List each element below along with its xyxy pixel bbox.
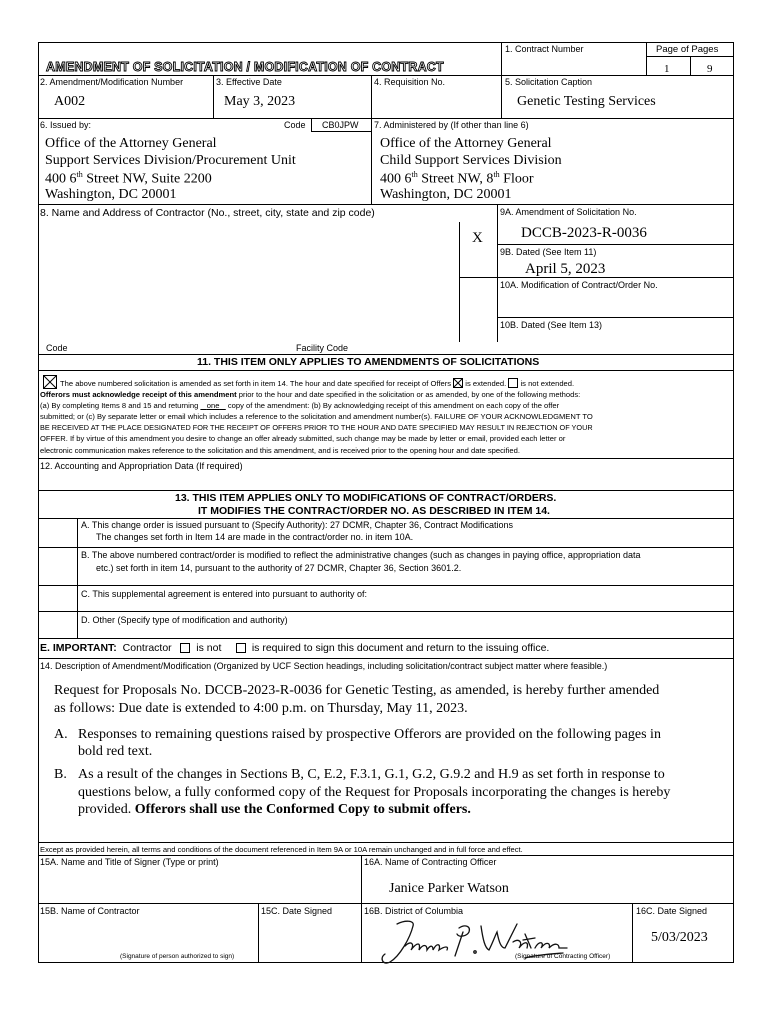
item14-a-line2: bold red text. [78,744,153,759]
item15c-label: 15C. Date Signed [261,906,333,916]
item9b-label: 9B. Dated (See Item 11) [500,247,597,257]
sig-officer-label: (Signature of Contracting Officer) [515,953,611,960]
item12-label: 12. Accounting and Appropriation Data (If required) [40,461,243,471]
is-required-checkbox[interactable] [236,643,246,653]
item11-header: 11. THIS ITEM ONLY APPLIES TO AMENDMENTS OF SOLICITATIONS [197,356,540,368]
admin-line-3: 400 6th Street NW, 8th Floor [380,170,534,187]
item13a-line-1: A. This change order is issued pursuant to (Specify Authority): 27 DCMR, Chapter 36, Contract Modifications [81,520,514,530]
item9b-value: April 5, 2023 [525,261,606,277]
page-number: 1 [664,63,670,75]
item16c-label: 16C. Date Signed [636,906,708,916]
item13-header-1: 13. THIS ITEM APPLIES ONLY TO MODIFICATIONS OF CONTRACT/ORDERS. [175,492,557,504]
item13a-line-2: The changes set forth in Item 14 are made in the contract/order no. in item 10A. [96,532,414,542]
important-row: E. IMPORTANT: Contractor is not is required to sign this document and return to the issuing office. [40,642,550,654]
amendment-number-label: 2. Amendment/Modification Number [40,77,184,87]
code-value: CB0JPW [322,120,359,130]
item14-b-line1: As a result of the changes in Sections B, C, E.2, F.3.1, G.1, G.2, G.9.2 and H.9 as set forth in response to [78,767,665,782]
item10b-label: 10B. Dated (See Item 13) [500,320,603,330]
code-label: Code [284,120,306,130]
issued-by-label: 6. Issued by: [40,120,92,130]
admin-line-1: Office of the Attorney General [380,136,552,151]
item14-b-letter: B. [54,767,67,782]
item14-b-line3: provided. Offerors shall use the Conformed Copy to submit offers. [78,802,471,817]
item11-text-g: electronic communication makes reference to the solicitation and this amendment, and is received prior to the opening hour and date specified. [40,446,520,455]
item11-text-e: BE RECEIVED AT THE PLACE DESIGNATED FOR THE RECEIPT OF OFFERS PRIOR TO THE HOUR AND DATE SPECIFIED MAY RESULT IN REJECTION OF YOUR [40,423,593,432]
item14-b-line2: questions below, a fully conformed copy of the Request for Proposals incorporating the changes is hereby [78,785,671,800]
facility-code-label: Facility Code [296,343,349,353]
admin-line-2: Child Support Services Division [380,153,562,168]
item13b-line-2: etc.) set forth in item 14, pursuant to the authority of 27 DCMR, Chapter 36, Section 3601.2. [96,563,462,573]
item13-header-2: IT MODIFIES THE CONTRACT/ORDER NO. AS DESCRIBED IN ITEM 14. [198,505,550,517]
item10a-label: 10A. Modification of Contract/Order No. [500,280,658,290]
pages-total: 9 [707,63,713,75]
item9a-value: DCCB-2023-R-0036 [521,225,647,241]
item14-p1-line2: as follows: Due date is extended to 4:00 p.m. on Thursday, May 11, 2023. [54,701,468,716]
item14-p1-line1: Request for Proposals No. DCCB-2023-R-0036 for Genetic Testing, as amended, is hereby further amended [54,683,660,698]
administered-by-label: 7. Administered by (If other than line 6) [374,120,529,130]
page-of-pages-label: Page of Pages [656,44,719,55]
issued-line-3: 400 6th Street NW, Suite 2200 [45,170,212,187]
caption-label: 5. Solicitation Caption [505,77,593,87]
issued-line-2: Support Services Division/Procurement Unit [45,153,296,168]
effective-date-label: 3. Effective Date [216,77,282,87]
item13b-line-1: B. The above numbered contract/order is modified to reflect the administrative changes (such as changes in paying office, appropriation data [81,550,641,560]
contractor-label: 8. Name and Address of Contractor (No., street, city, state and zip code) [40,207,375,219]
item16c-value: 5/03/2023 [651,930,708,945]
item16b-label: 16B. District of Columbia [364,906,464,916]
item14-a-line1: Responses to remaining questions raised by prospective Offerors are provided on the following pages in [78,727,661,742]
item14-label: 14. Description of Amendment/Modification (Organized by UCF Section headings, including solicitation/contract subject matter where feasible.) [40,661,608,671]
solicitation-caption: Genetic Testing Services [517,94,656,109]
contracting-officer-signature [375,918,575,968]
sig-person-label: (Signature of person authorized to sign) [120,953,235,960]
amendment-number: A002 [54,94,86,109]
extended-checkbox[interactable] [453,378,463,388]
requisition-label: 4. Requisition No. [374,77,446,87]
issued-line-4: Washington, DC 20001 [45,187,177,202]
item11-checkbox[interactable] [43,375,57,389]
item11-text-d: submitted; or (c) By separate letter or email which includes a reference to the solicitation and amendment number(s). FAILURE OF YOUR ACKNOWLEDGMENT TO [40,412,593,421]
item14-a-letter: A. [54,727,68,742]
except-text: Except as provided herein, all terms and conditions of the document referenced in Item 9A or 10A remain unchanged and in full force and effect. [40,845,523,854]
item11-text-b: Offerors must acknowledge receipt of this amendment prior to the hour and date specified in the solicitation or as amended, by one of the following methods: [40,390,581,399]
code-bottom-label: Code [46,343,68,353]
form-title: AMENDMENT OF SOLICITATION / MODIFICATION OF CONTRACT [46,60,444,74]
x-mark: X [472,230,483,246]
issued-line-1: Office of the Attorney General [45,136,217,151]
item9a-label: 9A. Amendment of Solicitation No. [500,207,637,217]
item16a-value: Janice Parker Watson [389,881,509,896]
not-extended-checkbox[interactable] [508,378,518,388]
item16a-label: 16A. Name of Contracting Officer [364,857,497,867]
item11-text-c: (a) By completing Items 8 and 15 and returning one copy of the amendment: (b) By acknowledging receipt of this amendment on each copy of the offer [40,401,560,410]
item13d: D. Other (Specify type of modification and authority) [81,615,288,625]
item11-text-f: OFFER. If by virtue of this amendment you desire to change an offer already submitted, such change may be made by letter or email, provided each letter or [40,434,566,443]
contract-number-label: 1. Contract Number [505,44,584,54]
item15b-label: 15B. Name of Contractor [40,906,140,916]
admin-line-4: Washington, DC 20001 [380,187,512,202]
item15a-label: 15A. Name and Title of Signer (Type or print) [40,857,219,867]
item11-text-a: The above numbered solicitation is amended as set forth in item 14. The hour and date specified for receipt of Offers is extended. is not extended. [60,379,575,388]
is-not-checkbox[interactable] [180,643,190,653]
item13c: C. This supplemental agreement is entered into pursuant to authority of: [81,589,367,599]
effective-date: May 3, 2023 [224,94,296,109]
